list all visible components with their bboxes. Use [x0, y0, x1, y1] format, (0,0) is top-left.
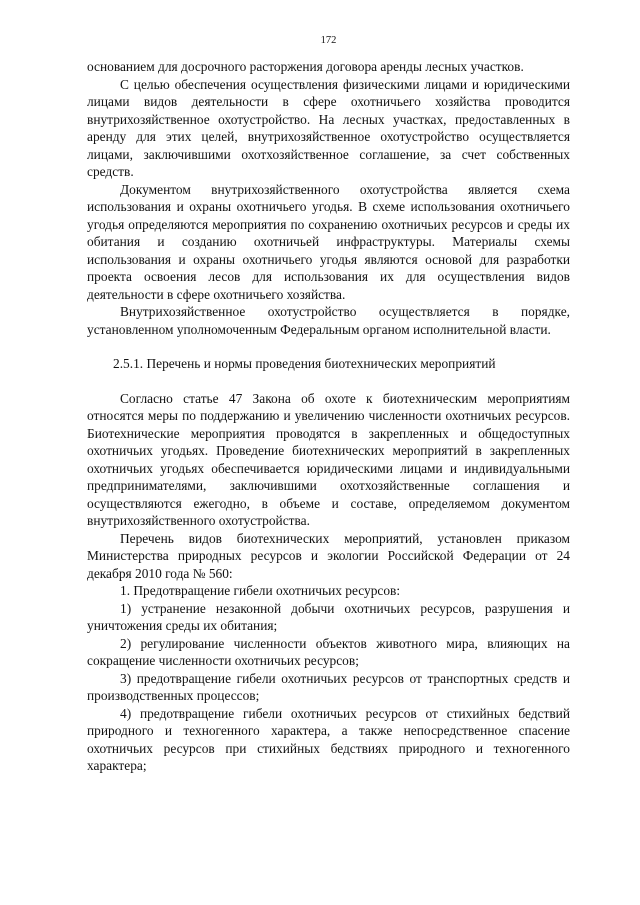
- paragraph: 4) предотвращение гибели охотничьих ресурсов от стихийных бедствий природного и техногенного характера, а также непосредственное спасение охотничьих ресурсов при стихийных бедствиях природного и техногенного характера;: [87, 705, 570, 773]
- paragraph: 1) устранение незаконной добычи охотничьих ресурсов, разрушения и уничтожения среды их обитания;: [87, 600, 570, 633]
- paragraph: 3) предотвращение гибели охотничьих ресурсов от транспортных средств и производственных процессов;: [87, 670, 570, 703]
- paragraph: 2) регулирование численности объектов животного мира, влияющих на сокращение численности охотничьих ресурсов;: [87, 635, 570, 668]
- document-body: [87, 58, 570, 775]
- paragraph: Внутрихозяйственное охотустройство осуществляется в порядке, установленном уполномоченным Федеральным органом исполнительной власти.: [87, 304, 570, 337]
- paragraph: Документом внутрихозяйственного охотустройства является схема использования и охраны охотничьего угодья. В схеме использования охотничьего угодья определяются мероприятия по сохранению охотничьих ресурсов и среды их обитания и созданию охотничьей инфраструктуры. Материалы схемы использования и охраны охотничьего угодья являются основой для разработки проекта освоения лесов для использования их для осуществления видов деятельности в сфере охотничьего хозяйства.: [87, 181, 570, 302]
- paragraphs-after-heading: [87, 390, 570, 775]
- page-number: 172: [320, 35, 337, 46]
- paragraph: С целью обеспечения осуществления физическими лицами и юридическими лицами видов деятельности в сфере охотничьего хозяйства проводится внутрихозяйственное охотустройство. На лесных участках, предоставленных в аренду для этих целей, внутрихозяйственное охотустройство осуществляется лицами, заключившими охотхозяйственное соглашение, за счет собственных средств.: [87, 76, 570, 179]
- section-heading: 2.5.1. Перечень и нормы проведения биотехнических мероприятий: [113, 356, 496, 371]
- paragraph: Перечень видов биотехнических мероприятий, установлен приказом Министерства природных ресурсов и экологии Российской Федерации от 24 декабря 2010 года № 560:: [87, 530, 570, 581]
- paragraph: 1. Предотвращение гибели охотничьих ресурсов:: [120, 583, 401, 598]
- paragraph: основанием для досрочного расторжения договора аренды лесных участков.: [87, 59, 524, 74]
- paragraph: Согласно статье 47 Закона об охоте к биотехническим мероприятиям относятся меры по поддержанию и увеличению численности охотничьих ресурсов. Биотехнические мероприятия проводятся в закрепленных и общедоступных охотничьих угодьях. Проведение биотехнических мероприятий в закрепленных охотничьих угодьях обеспечивается юридическими лицами и индивидуальными предпринимателями, заключившими охотхозяйственные соглашения и осуществляются ежегодно, в объеме и составе, определяемом документом внутрихозяйственного охотустройства.: [87, 390, 570, 528]
- paragraphs-before-heading: [87, 58, 570, 338]
